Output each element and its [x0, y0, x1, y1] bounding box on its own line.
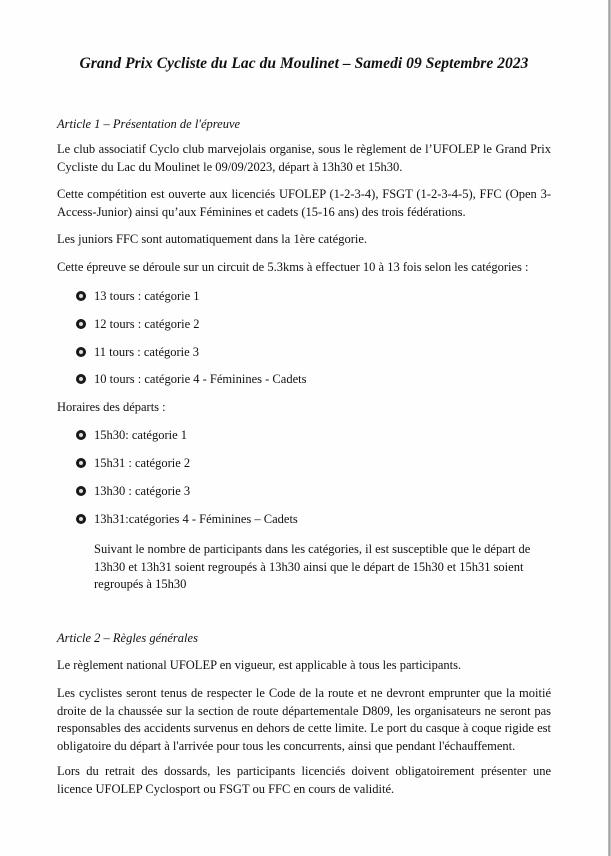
schedule-list-item	[76, 511, 298, 527]
article-1-paragraph-3: Les juniors FFC sont automatiquement dans la 1ère catégorie.	[57, 232, 367, 246]
article-1-paragraph-1: Le club associatif Cyclo club marvejolais organise, sous le règlement de l’UFOLEP le Grand Prix Cycliste du Lac du Moulinet le 09/09/2023, départ à 13h30 et 15h30.	[57, 142, 551, 174]
article-2-paragraph-2: Les cyclistes seront tenus de respecter le Code de la route et ne devront emprunter que la moitié droite de la chaussée sur la section de route départementale D809, les organisateurs ne seront pas responsables des accidents survenus en dehors de cette limite. Le port du casque à coque rigide est obligatoire du départ à l'arrivée pour tous les concurrents, ainsi que pendant l'échauffement.	[57, 686, 551, 753]
bullet-icon	[76, 458, 86, 468]
laps-list-item-text: 13 tours : catégorie 1	[94, 289, 200, 303]
bullet-icon	[76, 347, 86, 357]
laps-list-item	[76, 344, 199, 360]
article-2-paragraph-1: Le règlement national UFOLEP en vigueur, est applicable à tous les participants.	[57, 658, 462, 672]
schedule-list-item	[76, 483, 190, 499]
schedule-list-item	[76, 427, 187, 443]
article-1-paragraph-2: Cette compétition est ouverte aux licenciés UFOLEP (1-2-3-4), FSGT (1-2-3-4-5), FFC (Open 3-Access-Junior) ainsi qu’aux Féminines et cadets (15-16 ans) des trois fédérations.	[57, 187, 551, 219]
bullet-icon	[76, 319, 86, 329]
laps-list-item-text: 10 tours : catégorie 4 - Féminines - Cadets	[94, 372, 307, 386]
schedule-list-item-text: 15h30: catégorie 1	[94, 428, 188, 442]
article-1-heading: Article 1 – Présentation de l'épreuve	[57, 117, 241, 131]
schedule-list-item-text: 15h31 : catégorie 2	[94, 456, 191, 470]
bullet-icon	[76, 486, 86, 496]
schedule-list-item	[76, 455, 190, 471]
bullet-icon	[76, 430, 86, 440]
schedule-note: Suivant le nombre de participants dans les catégories, il est susceptible que le départ de 13h30 et 13h31 soient regroupés à 13h30 ainsi que le départ de 15h30 et 15h31 soient regroupés à 15h30	[94, 542, 531, 591]
laps-list-item-text: 11 tours : catégorie 3	[94, 345, 200, 359]
laps-list-item-text: 12 tours : catégorie 2	[94, 317, 200, 331]
laps-list-item	[76, 371, 306, 387]
laps-list-item	[76, 288, 200, 304]
schedule-list-item-text: 13h31:catégories 4 - Féminines – Cadets	[94, 512, 298, 526]
article-1-paragraph-4: Cette épreuve se déroule sur un circuit de 5.3kms à effectuer 10 à 13 fois selon les catégories :	[57, 260, 529, 274]
document-title: Grand Prix Cycliste du Lac du Moulinet – Samedi 09 Septembre 2023	[79, 55, 529, 72]
schedule-list-item-text: 13h30 : catégorie 3	[94, 484, 191, 498]
laps-list-item	[76, 316, 200, 332]
article-2-paragraph-3: Lors du retrait des dossards, les participants licenciés doivent obligatoirement présenter une licence UFOLEP Cyclosport ou FSGT ou FFC en cours de validité.	[57, 764, 551, 796]
bullet-icon	[76, 291, 86, 301]
bullet-icon	[76, 514, 86, 524]
article-2-heading: Article 2 – Règles générales	[57, 631, 198, 645]
bullet-icon	[76, 374, 86, 384]
schedule-label: Horaires des départs :	[57, 400, 166, 414]
